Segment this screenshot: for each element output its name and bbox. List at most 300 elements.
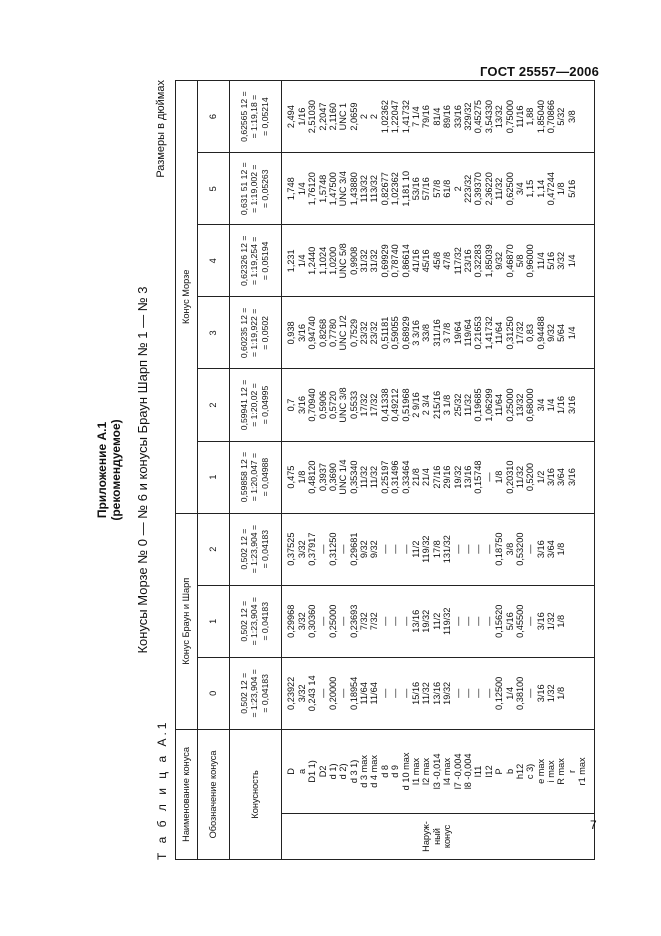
cell-value: 3/32 [296, 684, 307, 703]
cell-value: 0,75000 [504, 100, 515, 134]
cell-value: 1,41732 [400, 100, 411, 134]
cell-value: 0,31496 [390, 460, 401, 494]
cell-value: 11/32 [494, 177, 505, 200]
cell-value: 19/32 [452, 465, 463, 489]
param-label: D1 1) [307, 760, 318, 783]
cell-value: — [483, 616, 494, 626]
cell-value: 0,45500 [514, 604, 525, 638]
cell-value: 13/32 [494, 105, 505, 129]
cell-value: 0,30360 [307, 604, 318, 638]
cell-value: 0,51181 [379, 316, 390, 350]
taper-line: = 0,04183 [259, 674, 270, 713]
cell-value: 311/16 [431, 319, 442, 347]
cell-value: 113/32 [359, 175, 370, 203]
cell-value: 1/32 [546, 684, 557, 703]
cell-value: UNC 3/4 [338, 171, 349, 207]
cell-value: 11/32 [514, 465, 525, 489]
cell-value: 0,21653 [473, 316, 484, 350]
taper-line: = 1:19,002 = [249, 164, 260, 213]
cell-value: 7/32 [359, 612, 370, 631]
param-label: h12 [514, 763, 525, 780]
cell-value: 1/2 [535, 470, 546, 484]
cell-value: UNC 5/8 [338, 243, 349, 279]
cell-value: 1,1024 [317, 246, 328, 275]
cell-value: 1/8 [556, 614, 567, 628]
cell-value: 7/32 [369, 612, 380, 631]
cell-value: — [317, 616, 328, 626]
cell-value: 11/16 [514, 105, 525, 128]
cell-value: 81/4 [431, 107, 442, 126]
appendix-status: (рекомендуемое) [109, 419, 123, 521]
cell-value: 0,15748 [473, 460, 484, 494]
cell-value: 0,35340 [348, 460, 359, 494]
cell-value: 0,7529 [348, 318, 359, 347]
standard-number: ГОСТ 25557—2006 [480, 64, 599, 79]
param-label: l7 -0,004 [452, 753, 463, 790]
taper-line: 0,59941 12 = [238, 379, 249, 431]
taper-line: = 1:23,904 = [249, 669, 260, 718]
cell-value [568, 588, 578, 655]
cell-value: 11/64 [369, 682, 380, 705]
param-label: D [286, 768, 297, 775]
cell-value: 1,15 [525, 179, 536, 198]
cell-value: 0,78740 [390, 244, 401, 278]
taper-table [175, 80, 595, 860]
taper-line: = 1:20,047 = [249, 452, 260, 502]
cell-value: 3/16 [296, 396, 307, 414]
parameter-list [282, 729, 595, 813]
cell-value: — [483, 688, 494, 698]
cell-value: 0,68929 [400, 316, 411, 350]
cell-value: 21/8 [411, 468, 422, 487]
cell-value: 119/32 [421, 535, 432, 563]
taper-line: = 1:23,904 = [249, 597, 260, 646]
cell-value: 2,1160 [327, 102, 338, 131]
cell-value: 79/16 [421, 105, 432, 129]
cell-value: 3/64 [546, 540, 557, 559]
cell-value: 3/8 [504, 542, 515, 556]
column-number: 1 [198, 441, 230, 513]
cell-value: 0,19685 [473, 388, 484, 422]
param-label: d 4 max [369, 755, 380, 788]
cell-value: 11/32 [369, 465, 380, 489]
cell-value: 0,96000 [525, 244, 536, 278]
param-label: l8 -0,004 [462, 753, 473, 790]
cell-value: 117/32 [452, 247, 463, 275]
cell-value: 0,3937 [317, 463, 328, 492]
param-label: r1 max [577, 757, 588, 786]
param-label: d 2) [338, 763, 349, 780]
param-label: P [494, 768, 505, 775]
cell-value: 45/8 [431, 251, 442, 270]
cell-value: 1/8 [296, 470, 307, 484]
param-label: i max [546, 760, 557, 783]
param-label: l2 max [421, 757, 432, 785]
cell-value: 1/8 [556, 182, 567, 196]
column-taper [230, 153, 282, 225]
param-label: c 3) [525, 763, 536, 780]
cell-value: 29/16 [442, 465, 453, 489]
cell-value: 0,33464 [400, 460, 411, 494]
cell-value: — [462, 544, 473, 554]
column-taper [230, 441, 282, 513]
cell-value: 0,18750 [494, 532, 505, 566]
cell-value: 0,5906 [317, 390, 328, 420]
cell-value: 0,29681 [348, 532, 359, 566]
cell-value: 0,49212 [390, 388, 401, 422]
cell-value: 1,02362 [390, 172, 401, 206]
header-taper: Конусность [230, 729, 282, 859]
cell-value: 3/4 [514, 182, 525, 196]
column-taper [230, 297, 282, 369]
cell-value: 11/64 [494, 321, 505, 345]
taper-line: = 1:19,922 = [249, 308, 260, 358]
cell-value: 11/2 [411, 540, 422, 558]
taper-line: 0,631 51 12 = [238, 162, 249, 216]
cell-value: 0,45275 [473, 100, 484, 134]
cell-value: 23/32 [369, 321, 380, 345]
cell-value: 11/64 [359, 682, 370, 705]
cell-value: 113/32 [369, 175, 380, 203]
taper-line: = 0,04183 [259, 602, 270, 641]
cell-value: 2,0659 [348, 102, 359, 131]
cell-value: 3/16 [535, 540, 546, 559]
param-label: d 3 1) [348, 759, 359, 784]
column-taper [230, 369, 282, 441]
cell-value [578, 227, 588, 294]
taper-line: = 1:23,904 = [249, 525, 260, 574]
cell-value: 1/4 [566, 326, 577, 340]
cell-value [578, 516, 588, 583]
column-values [282, 225, 595, 297]
cell-value [568, 516, 578, 583]
cell-value: 53/16 [411, 177, 422, 201]
cell-value: 3/16 [566, 396, 577, 414]
taper-line: = 1:20,02 = [249, 383, 260, 427]
cell-value [578, 588, 588, 655]
param-label: d 1) [327, 763, 338, 780]
param-label: b [504, 768, 515, 774]
cell-value: 45/16 [421, 249, 432, 273]
cell-value: 1,2440 [307, 246, 318, 275]
cell-value: 0,53200 [514, 532, 525, 566]
cell-value: 1,181 10 [400, 170, 411, 207]
cell-value: — [338, 616, 349, 626]
cell-value: 0,25197 [379, 460, 390, 494]
column-values [282, 441, 595, 513]
cell-value: 0,39370 [473, 172, 484, 206]
cell-value: 3/16 [566, 468, 577, 487]
cell-value: 1/16 [556, 396, 567, 414]
column-number: 6 [198, 81, 230, 153]
cell-value: 17/32 [369, 393, 380, 417]
cell-value: 1,231 [286, 249, 297, 273]
cell-value: 1/4 [296, 254, 307, 268]
cell-value: 0,25000 [327, 604, 338, 638]
cell-value: 0,83 [525, 323, 536, 342]
cell-value: 0,59055 [390, 316, 401, 350]
column-taper [230, 657, 282, 729]
cell-value: 19/32 [442, 681, 453, 705]
cell-value: 9/32 [369, 540, 380, 559]
cell-value: 1/8 [494, 470, 505, 484]
cell-value: — [483, 544, 494, 554]
cell-value: 0,51968 [400, 388, 411, 422]
cell-value: — [452, 616, 463, 626]
cell-value: 0,38100 [514, 676, 525, 710]
cell-value: 3 7/8 [442, 322, 453, 344]
param-label: d 9 [390, 765, 401, 778]
cell-value: — [400, 616, 411, 626]
cell-value: 0,70940 [307, 388, 318, 422]
taper-line: = 0,0502 [259, 316, 270, 350]
cell-value: — [317, 688, 328, 698]
cell-value: 0,20000 [327, 676, 338, 710]
page-number: 7 [590, 818, 597, 832]
cell-value [578, 155, 588, 222]
cell-value: 5/16 [566, 179, 577, 198]
cell-value: 0,938 [286, 321, 297, 345]
cell-value: 3/32 [556, 251, 567, 270]
cell-value: 5/32 [556, 107, 567, 126]
cell-value: 5/8 [514, 254, 525, 268]
column-values [282, 657, 595, 729]
cell-value: 57/16 [421, 177, 432, 201]
cell-value: 2,51030 [307, 100, 318, 134]
cell-value: 19/64 [452, 321, 463, 345]
cell-value: — [462, 616, 473, 626]
cell-value: 3/16 [546, 468, 557, 487]
cell-value: 2,36220 [483, 172, 494, 206]
cell-value: 119/32 [442, 607, 453, 635]
cell-value: 0,29968 [286, 604, 297, 638]
cell-value: 5/16 [546, 251, 557, 270]
cell-value: — [338, 544, 349, 554]
cell-value: — [525, 616, 536, 626]
cell-value: 7 1/4 [411, 106, 422, 127]
cell-value [578, 660, 588, 727]
cell-value: — [390, 544, 401, 554]
cell-value: 3/16 [296, 323, 307, 342]
cell-value: 1,0200 [327, 246, 338, 275]
cell-value: — [452, 688, 463, 698]
cell-value: 1/8 [556, 686, 567, 700]
cell-value: 0,31250 [504, 316, 515, 350]
cell-value: 17/8 [431, 540, 442, 559]
taper-line: = 1:19,18 = [249, 94, 260, 139]
cell-value: 5/16 [504, 612, 515, 631]
cell-value: — [379, 688, 390, 698]
column-values [282, 513, 595, 585]
cell-value: UNC 1 [338, 102, 349, 131]
cell-value: 0,69929 [379, 244, 390, 278]
cell-value: 0,41338 [379, 388, 390, 422]
cell-value: 11/32 [462, 393, 473, 417]
cell-value: 17/32 [514, 321, 525, 345]
taper-line: 0,502 12 = [238, 600, 249, 642]
cell-value: — [483, 472, 494, 482]
cell-value: 1,748 [286, 177, 297, 201]
cell-value: 41/16 [411, 249, 422, 273]
cell-value [578, 444, 588, 511]
cell-value: 0,48120 [307, 460, 318, 494]
column-number: 5 [198, 153, 230, 225]
cell-value: 3 3/16 [411, 320, 422, 346]
cell-value: 0,8268 [317, 318, 328, 347]
column-taper [230, 585, 282, 657]
taper-line: 0,502 12 = [238, 528, 249, 570]
cell-value: 0,86614 [400, 244, 411, 278]
cell-value: 2 [359, 114, 370, 120]
cell-value: 2 3/4 [421, 394, 432, 416]
cell-value: — [390, 688, 401, 698]
param-label: l11 [473, 765, 484, 778]
param-label: l3 -0,014 [431, 753, 442, 790]
cell-value: 0,20310 [504, 460, 515, 494]
cell-value: 0,5200 [525, 463, 536, 492]
cell-value: 13/16 [462, 465, 473, 489]
cell-value: 3/16 [535, 684, 546, 703]
cell-value: 0,68000 [525, 388, 536, 422]
cell-value: 0,23922 [286, 676, 297, 710]
column-number: 2 [198, 369, 230, 441]
cell-value: 11/64 [494, 393, 505, 417]
cell-value: — [473, 616, 484, 626]
cell-value: 1/4 [546, 398, 557, 412]
param-label: l12 [483, 765, 494, 778]
cell-value: 119/64 [462, 319, 473, 347]
cell-value: 3/4 [535, 398, 546, 412]
taper-line: 0,62565 12 = [238, 91, 249, 142]
taper-line: = 0,04988 [259, 457, 270, 497]
cell-value: 0,5720 [327, 390, 338, 420]
outer-cone-label: Наруж- ный конус [282, 813, 595, 859]
cell-value: 1,88 [525, 107, 536, 126]
cell-value: 1/8 [556, 542, 567, 556]
cell-value: UNC 1/4 [338, 459, 349, 495]
cell-value: 1,85040 [535, 100, 546, 134]
cell-value: 2,2047 [317, 102, 328, 131]
cell-value [578, 371, 588, 438]
cell-value: 31/32 [359, 249, 370, 273]
cell-value: 1/4 [566, 254, 577, 268]
cell-value: UNC 1/2 [338, 315, 349, 351]
cell-value: 0,475 [286, 465, 297, 489]
column-values [282, 153, 595, 225]
column-values [282, 81, 595, 153]
cell-value: 1/4 [296, 182, 307, 196]
cell-value: 0,32283 [473, 244, 484, 278]
taper-line: = 0,04183 [259, 529, 270, 569]
header-designation: Обозначение конуса [198, 729, 230, 859]
cell-value: 1,22047 [390, 100, 401, 134]
taper-line: = 0,05263 [259, 169, 270, 208]
cell-value: 25/32 [452, 393, 463, 417]
cell-value: 0,23693 [348, 604, 359, 638]
cell-value: 2 9/16 [411, 392, 422, 418]
cell-value: 1,02362 [379, 100, 390, 134]
taper-line: = 1:19,254 = [249, 236, 260, 285]
table-caption: Конусы Морзе № 0 — № 6 и конусы Браун Шарп № 1 — № 3 [135, 286, 150, 654]
taper-line: = 0,05194 [259, 241, 270, 281]
cell-value: 0,70866 [546, 100, 557, 134]
cell-value: 11/2 [431, 612, 442, 630]
column-taper [230, 513, 282, 585]
cell-value: 27/16 [431, 465, 442, 489]
cell-value: 9/32 [494, 251, 505, 270]
header-morse: Конус Морзе [176, 81, 198, 514]
cell-value: 0,31250 [327, 532, 338, 566]
cell-value: 0,15620 [494, 604, 505, 638]
cell-value: 1,06299 [483, 388, 494, 422]
cell-value: 9/32 [546, 323, 557, 342]
cell-value: 11/32 [421, 682, 432, 705]
cell-value: 3,54330 [483, 100, 494, 134]
cell-value: — [338, 688, 349, 698]
cell-value: 3/16 [535, 612, 546, 631]
cell-value [578, 83, 588, 150]
param-label: d 3 max [359, 755, 370, 788]
column-number: 2 [198, 513, 230, 585]
cell-value: 131/32 [442, 535, 453, 564]
rotated-table-page [95, 80, 595, 860]
cell-value: 0,37917 [307, 532, 318, 566]
cell-value: 0,46870 [504, 244, 515, 278]
cell-value: 13/16 [411, 609, 422, 633]
column-values [282, 297, 595, 369]
taper-line: = 0,05214 [259, 97, 270, 136]
cell-value: 33/8 [421, 323, 432, 342]
cell-value: 57/8 [431, 179, 442, 198]
cell-value: 23/32 [359, 321, 370, 345]
cell-value: 13/16 [431, 681, 442, 705]
cell-value: — [525, 544, 536, 554]
cell-value: 21/4 [421, 468, 432, 487]
cell-value: 1/32 [546, 612, 557, 631]
cell-value: — [317, 544, 328, 554]
cell-value: — [525, 688, 536, 698]
cell-value: 1,43880 [348, 172, 359, 206]
column-values [282, 585, 595, 657]
cell-value: 2 [369, 114, 380, 120]
cell-value: 31/32 [369, 249, 380, 273]
cell-value: 11/32 [359, 465, 370, 489]
cell-value: 0,25000 [504, 388, 515, 422]
cell-value: 0,9908 [348, 246, 359, 275]
cell-value: — [452, 544, 463, 554]
cell-value: 223/32 [462, 174, 473, 203]
param-label: R max [556, 758, 567, 785]
cell-value: 2,494 [286, 105, 297, 129]
cell-value: — [400, 544, 411, 554]
units-note: Размеры в дюймах [155, 80, 167, 178]
cell-value: — [379, 616, 390, 626]
param-label: e max [535, 758, 546, 784]
taper-line: 0,60235 12 = [238, 307, 249, 359]
param-label: a [296, 768, 307, 774]
cell-value: 0,47244 [546, 172, 557, 206]
cell-value: 0,3690 [327, 463, 338, 492]
header-brown-sharpe: Конус Браун и Шарп [176, 513, 198, 729]
cell-value: 0,12500 [494, 676, 505, 710]
cell-value: 3/32 [296, 540, 307, 559]
column-taper [230, 81, 282, 153]
cell-value: 15/16 [411, 681, 422, 705]
param-label: d 8 [379, 765, 390, 778]
cell-value: 17/32 [359, 393, 370, 417]
cell-value: 0,62500 [504, 172, 515, 206]
cell-value: — [390, 616, 401, 626]
